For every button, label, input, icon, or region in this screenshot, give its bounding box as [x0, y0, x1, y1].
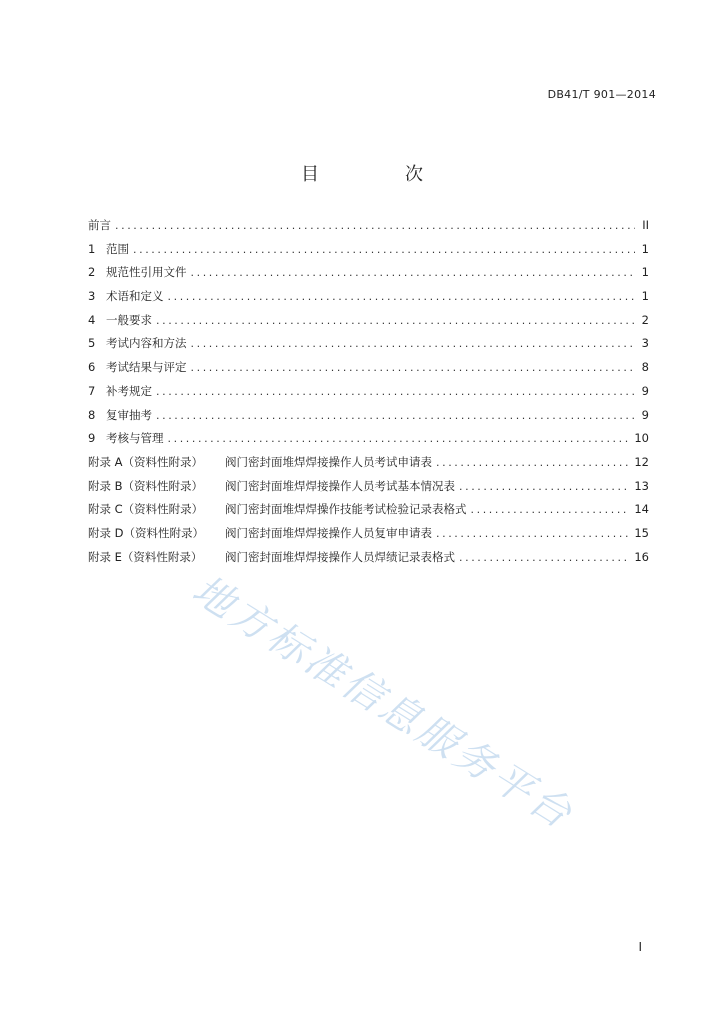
toc-label: 考试内容和方法	[106, 336, 187, 351]
toc-label: 复审抽考	[106, 407, 152, 422]
toc-number: 5	[88, 336, 96, 351]
toc-page: 1	[641, 289, 649, 304]
dot-leader	[168, 432, 631, 445]
toc-label: 一般要求	[106, 312, 152, 327]
toc-entry-1[interactable]	[88, 241, 649, 265]
toc-label: 考核与管理	[106, 431, 164, 446]
dot-leader	[191, 361, 636, 374]
table-of-contents	[88, 217, 649, 572]
toc-page: 9	[641, 383, 649, 398]
toc-title: 目 次	[301, 164, 457, 185]
toc-number: 7	[88, 383, 96, 398]
toc-entry-2[interactable]	[88, 264, 649, 288]
dot-leader	[133, 243, 635, 256]
toc-number: 4	[88, 312, 96, 327]
toc-label: 阀门密封面堆焊焊接操作人员考试申请表	[225, 454, 432, 469]
toc-entry-3[interactable]	[88, 288, 649, 312]
appendix-prefix: 附录 A（资料性附录）	[88, 454, 204, 469]
appendix-prefix: 附录 D（资料性附录）	[88, 525, 205, 540]
dot-leader	[191, 266, 636, 279]
toc-entry-foreword[interactable]	[88, 217, 649, 241]
toc-page: 2	[641, 312, 649, 327]
dot-leader	[471, 503, 631, 516]
toc-entry-appendix-c[interactable]	[88, 501, 649, 525]
toc-label: 阀门密封面堆焊焊接操作人员复审申请表	[225, 525, 432, 540]
toc-number: 2	[88, 265, 96, 280]
dot-leader	[459, 551, 630, 564]
toc-entry-5[interactable]	[88, 335, 649, 359]
toc-page: 14	[634, 502, 649, 517]
toc-label: 前言	[88, 218, 111, 232]
toc-label: 阀门密封面堆焊焊接操作人员焊绩记录表格式	[225, 549, 455, 564]
dot-leader	[191, 337, 636, 350]
dot-leader	[459, 480, 630, 493]
toc-page: 9	[641, 407, 649, 422]
dot-leader	[436, 456, 630, 469]
dot-leader	[156, 385, 635, 398]
appendix-prefix: 附录 E（资料性附录）	[88, 549, 203, 564]
toc-page: 13	[634, 478, 649, 493]
toc-number: 8	[88, 407, 96, 422]
toc-label: 考试结果与评定	[106, 360, 187, 375]
toc-number: 9	[88, 431, 96, 446]
toc-label: 术语和定义	[106, 289, 164, 304]
toc-entry-8[interactable]	[88, 407, 649, 431]
toc-entry-appendix-a[interactable]	[88, 454, 649, 478]
toc-label: 规范性引用文件	[106, 265, 187, 280]
page-number: I	[638, 940, 642, 954]
toc-label: 补考规定	[106, 383, 152, 398]
toc-label: 阀门密封面堆焊焊接操作人员考试基本情况表	[225, 478, 455, 493]
dot-leader	[156, 409, 635, 422]
toc-entry-7[interactable]	[88, 383, 649, 407]
dot-leader	[436, 527, 630, 540]
dot-leader	[115, 219, 635, 232]
dot-leader	[168, 290, 636, 303]
toc-label: 阀门密封面堆焊焊操作技能考试检验记录表格式	[225, 502, 467, 517]
toc-page: 3	[641, 336, 649, 351]
appendix-prefix: 附录 C（资料性附录）	[88, 502, 204, 517]
toc-entry-appendix-d[interactable]	[88, 525, 649, 549]
toc-page: 8	[641, 360, 649, 375]
toc-page: 1	[641, 265, 649, 280]
toc-page: 12	[634, 454, 649, 469]
toc-entry-appendix-b[interactable]	[88, 478, 649, 502]
document-code: DB41/T 901—2014	[547, 88, 656, 101]
toc-number: 6	[88, 360, 96, 375]
toc-entry-6[interactable]	[88, 359, 649, 383]
toc-number: 3	[88, 289, 96, 304]
toc-label: 范围	[106, 241, 129, 256]
toc-entry-4[interactable]	[88, 312, 649, 336]
watermark: 地方标准信息服务平台	[184, 566, 582, 840]
toc-entry-9[interactable]	[88, 430, 649, 454]
dot-leader	[156, 314, 635, 327]
toc-page: 16	[634, 549, 649, 564]
toc-page: 15	[634, 525, 649, 540]
toc-number: 1	[88, 241, 96, 256]
appendix-prefix: 附录 B（资料性附录）	[88, 478, 204, 493]
toc-entry-appendix-e[interactable]	[88, 549, 649, 573]
toc-page: 10	[634, 431, 649, 446]
toc-page: II	[642, 218, 649, 232]
toc-page: 1	[641, 241, 649, 256]
